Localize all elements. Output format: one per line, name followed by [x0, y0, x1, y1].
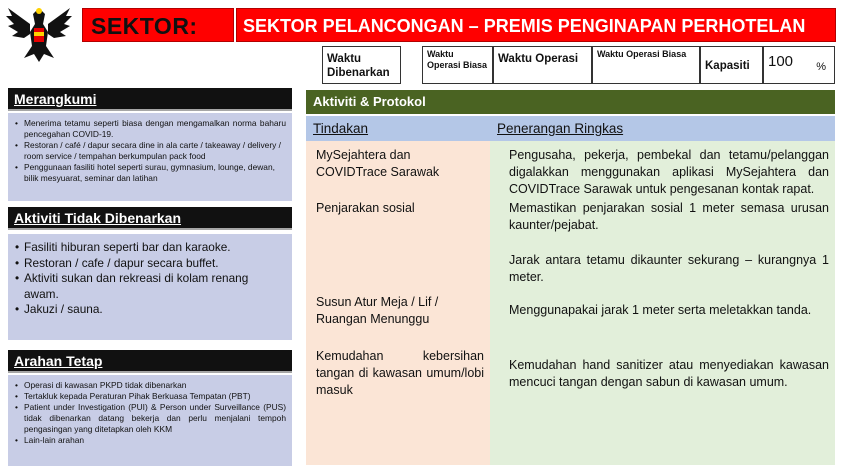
penerangan-cell: Jarak antara tetamu dikaunter sekurang – kurangnya 1 meter.	[509, 253, 829, 284]
sector-title: SEKTOR PELANCONGAN – PREMIS PENGINAPAN PERHOTELAN	[243, 16, 806, 36]
tindakan-header-label: Tindakan	[313, 121, 369, 136]
tidak-dibenarkan-item-text: Fasiliti hiburan seperti bar dan karaoke.	[24, 240, 231, 254]
tidak-dibenarkan-item-text: Jakuzi / sauna.	[24, 302, 103, 316]
list-item	[24, 435, 286, 446]
list-item	[24, 140, 286, 162]
list-item	[24, 302, 286, 318]
arahan-tetap-item-text: Lain-lain arahan	[24, 435, 85, 445]
list-item	[24, 402, 286, 435]
list-item	[24, 118, 286, 140]
merangkumi-item-text: Penggunaan fasiliti hotel seperti surau, gymnasium, lounge, dewan, bilik mesyuarat, seminar dan latihan	[24, 162, 275, 183]
kapasiti-value: 100	[768, 53, 794, 70]
waktu-operasi-biasa-2: Waktu Operasi Biasa	[592, 46, 700, 84]
tindakan-cell: Penjarakan sosial	[316, 201, 415, 215]
sector-title-box	[236, 8, 836, 42]
tindakan-cell: Susun Atur Meja / Lif / Ruangan Menunggu	[316, 295, 439, 326]
tindakan-cell: MySejahtera dan COVIDTrace Sarawak	[316, 148, 440, 179]
penerangan-header-label: Penerangan Ringkas	[497, 121, 624, 136]
penerangan-cell: Pengusaha, pekerja, pembekal dan tetamu/pelanggan digalakkan menggunakan aplikasi MySejahtera dan COVIDTrace Sarawak untuk pengesanan kontak rapat.	[509, 148, 829, 196]
tidak-dibenarkan-header	[8, 207, 292, 230]
tindakan-column-header	[306, 116, 490, 141]
waktu-dibenarkan-label: Waktu Dibenarkan	[322, 46, 401, 84]
arahan-tetap-title: Arahan Tetap	[14, 353, 103, 369]
merangkumi-panel	[8, 113, 292, 201]
arahan-tetap-panel	[8, 375, 292, 466]
merangkumi-item-text: Menerima tetamu seperti biasa dengan mengamalkan norma baharu pencegahan COVID-19.	[24, 118, 286, 139]
list-item	[24, 240, 286, 256]
kapasiti-label: Kapasiti	[700, 46, 763, 84]
tidak-dibenarkan-panel	[8, 234, 292, 340]
tindakan-cell: Kemudahan kebersihan tangan di kawasan umum/lobi masuk	[316, 349, 484, 397]
list-item	[24, 256, 286, 272]
aktiviti-protokol-header	[306, 90, 835, 114]
sarawak-crest-logo	[4, 2, 74, 64]
penerangan-cell: Kemudahan hand sanitizer atau menyediakan kawasan mencuci tangan dengan sabun di kawasan umum.	[509, 358, 829, 389]
merangkumi-title: Merangkumi	[14, 91, 97, 107]
arahan-tetap-header	[8, 350, 292, 373]
list-item	[24, 162, 286, 184]
penerangan-column-header	[490, 116, 835, 141]
waktu-operasi-biasa-1: Waktu Operasi Biasa	[422, 46, 493, 84]
kapasiti-unit: %	[816, 61, 826, 73]
list-item	[24, 271, 286, 302]
arahan-tetap-item-text: Tertakluk kepada Peraturan Pihak Berkuasa Tempatan (PBT)	[24, 391, 251, 401]
tidak-dibenarkan-title: Aktiviti Tidak Dibenarkan	[14, 210, 182, 226]
arahan-tetap-item-text: Operasi di kawasan PKPD tidak dibenarkan	[24, 380, 187, 390]
tidak-dibenarkan-item-text: Restoran / cafe / dapur secara buffet.	[24, 255, 219, 270]
waktu-operasi-label: Waktu Operasi	[493, 46, 592, 84]
sector-label-box	[82, 8, 234, 42]
aktiviti-protokol-title: Aktiviti & Protokol	[313, 94, 426, 109]
kapasiti-value-box	[763, 46, 835, 84]
arahan-tetap-item-text: Patient under Investigation (PUI) & Person under Surveillance (PUS) tidak dibenarkan datang bekerja dan perlu menjalani tempoh pengasingan yang ditetapkan oleh KKM	[24, 402, 286, 434]
tidak-dibenarkan-item-text: Aktiviti sukan dan rekreasi di kolam renang awam.	[24, 271, 249, 301]
merangkumi-item-text: Restoran / café / dapur secara dine in ala carte / takeaway / delivery / room service / tempahan berkumpulan pack food	[24, 140, 281, 161]
merangkumi-header	[8, 88, 292, 111]
penerangan-cell: Memastikan penjarakan sosial 1 meter semasa urusan kaunter/pejabat.	[509, 201, 829, 232]
sector-label: SEKTOR:	[91, 13, 198, 39]
penerangan-cell: Menggunapakai jarak 1 meter serta meletakkan tanda.	[509, 303, 812, 317]
list-item	[24, 391, 286, 402]
list-item	[24, 380, 286, 391]
